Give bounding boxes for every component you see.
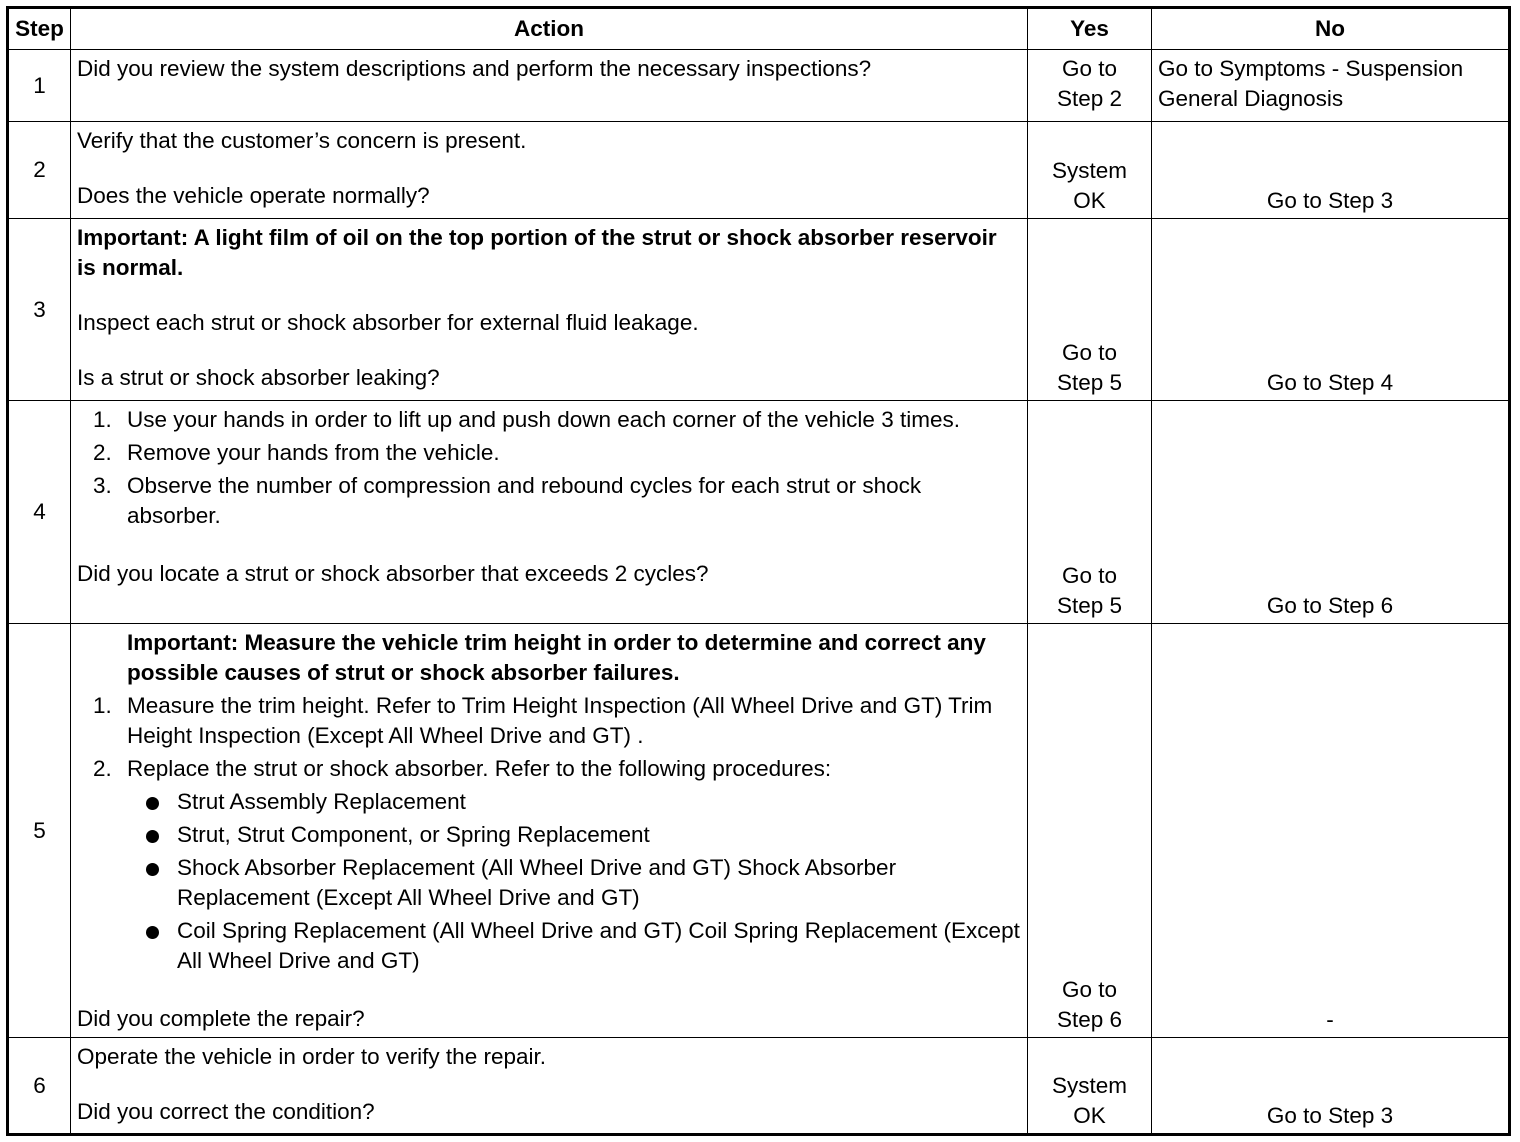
no-cell: - [1152,624,1510,1038]
header-no: No [1152,8,1510,50]
important-note: Important: A light film of oil on the top portion of the strut or shock absorber reservoir is normal. [77,225,997,280]
yes-cell [1028,401,1152,624]
header-step: Step [8,8,71,50]
no-line: Go to Symptoms - Suspension [1158,56,1464,81]
important-note: Important: Measure the vehicle trim height in order to determine and correct any possible causes of strut or shock absorber failures. [127,630,986,685]
step-number: 1 [8,50,71,122]
yes-line: Go to [1061,340,1118,365]
action-question: Does the vehicle operate normally? [77,183,430,208]
list-number: 3. [93,473,112,498]
list-item [77,691,1021,751]
action-instruction: Verify that the customer’s concern is present. [77,128,527,153]
list-text: Remove your hands from the vehicle. [127,440,500,465]
diagnostic-table [6,6,1511,1136]
yes-line: OK [1073,188,1106,213]
bullet-dot-icon [146,830,159,843]
bullet-item [127,820,1021,850]
yes-line: Step 5 [1056,370,1123,395]
bullet-dot-icon [146,926,159,939]
yes-line: Step 5 [1056,593,1123,618]
procedure-list [77,405,1021,531]
list-text: Observe the number of compression and rebound cycles for each strut or shock absorber. [127,473,922,528]
bullet-dot-icon [146,863,159,876]
bullet-text: Coil Spring Replacement (All Wheel Drive and GT) Coil Spring Replacement (Except All Wheel Drive and GT) [177,918,1020,973]
no-cell: Go to Step 3 [1152,122,1510,219]
bullet-item [127,916,1021,976]
yes-line: Go to [1061,977,1118,1002]
yes-cell [1028,50,1152,122]
no-cell: Go to Step 6 [1152,401,1510,624]
yes-cell [1028,122,1152,219]
list-number: 2. [93,756,112,781]
yes-line: System [1051,158,1127,183]
yes-line: Step 6 [1056,1007,1123,1032]
header-row [8,8,1510,50]
action-cell [71,122,1028,219]
list-number: 1. [93,407,112,432]
list-text: Use your hands in order to lift up and push down each corner of the vehicle 3 times. [127,407,960,432]
step-number: 5 [8,624,71,1038]
step-number: 3 [8,219,71,401]
yes-cell [1028,219,1152,401]
table-row-step-3 [8,219,1510,401]
action-cell [71,624,1028,1038]
no-cell: Go to Step 4 [1152,219,1510,401]
list-item [77,754,1021,976]
bullet-text: Shock Absorber Replacement (All Wheel Drive and GT) Shock Absorber Replacement (Except All Wheel Drive and GT) [177,855,897,910]
action-question: Did you correct the condition? [77,1099,375,1124]
table-row-step-4 [8,401,1510,624]
header-action: Action [71,8,1028,50]
step-number: 6 [8,1038,71,1135]
yes-line: Step 2 [1056,86,1123,111]
table-row-step-5 [8,624,1510,1038]
yes-line: OK [1073,1103,1106,1128]
header-yes: Yes [1028,8,1152,50]
list-item [77,438,1021,468]
action-instruction: Inspect each strut or shock absorber for external fluid leakage. [77,310,699,335]
step-number: 4 [8,401,71,624]
no-cell [1152,50,1510,122]
bullet-item [127,853,1021,913]
action-question: Did you complete the repair? [77,1006,365,1031]
list-item [77,471,1021,531]
table-row-step-2 [8,122,1510,219]
bullet-text: Strut, Strut Component, or Spring Replacement [177,822,650,847]
list-number: 1. [93,693,112,718]
action-instruction: Operate the vehicle in order to verify the repair. [77,1044,546,1069]
list-text: Replace the strut or shock absorber. Refer to the following procedures: [127,756,832,781]
yes-cell [1028,1038,1152,1135]
no-line: General Diagnosis [1158,86,1344,111]
action-question: Did you locate a strut or shock absorber that exceeds 2 cycles? [77,561,709,586]
table-row-step-6 [8,1038,1510,1135]
procedure-bullets [127,787,1021,976]
yes-cell [1028,624,1152,1038]
procedure-list [77,691,1021,976]
action-question: Did you review the system descriptions and perform the necessary inspections? [77,56,872,81]
no-cell: Go to Step 3 [1152,1038,1510,1135]
action-cell [71,401,1028,624]
yes-line: System [1051,1073,1127,1098]
yes-line: Go to [1061,56,1118,81]
bullet-item [127,787,1021,817]
action-question: Is a strut or shock absorber leaking? [77,365,440,390]
list-item [77,405,1021,435]
table-row-step-1 [8,50,1510,122]
bullet-dot-icon [146,797,159,810]
yes-line: Go to [1061,563,1118,588]
action-cell [71,219,1028,401]
step-number: 2 [8,122,71,219]
action-cell [71,1038,1028,1135]
bullet-text: Strut Assembly Replacement [177,789,466,814]
list-text: Measure the trim height. Refer to Trim Height Inspection (All Wheel Drive and GT) Trim Height Inspection (Except All Wheel Drive and GT) . [127,693,993,748]
action-cell [71,50,1028,122]
list-number: 2. [93,440,112,465]
